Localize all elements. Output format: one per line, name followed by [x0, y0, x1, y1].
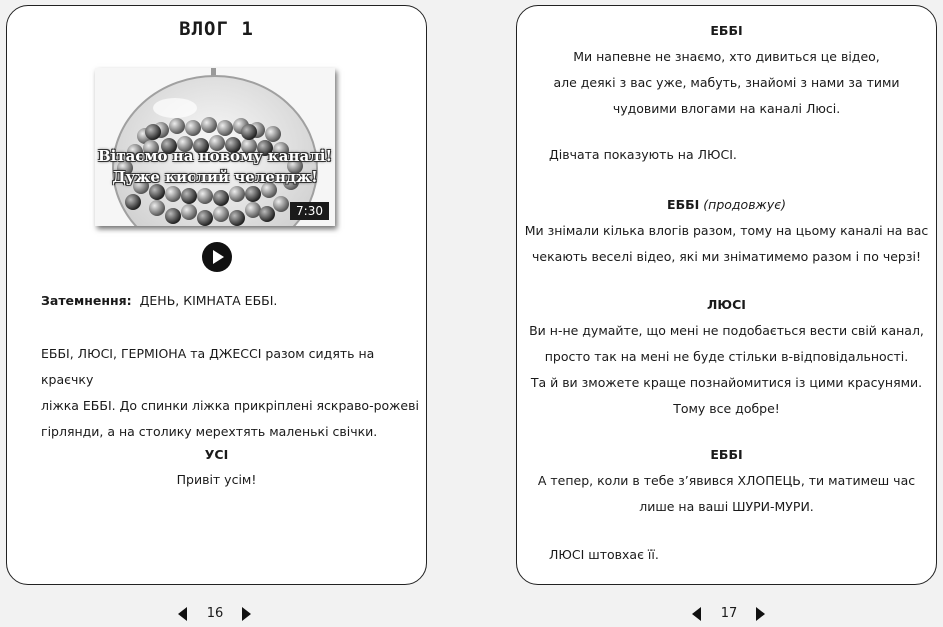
left-page-pager: [178, 604, 258, 626]
dialogue-line: Тому все добре!: [673, 401, 780, 416]
action-line: ЕББІ, ЛЮСІ, ГЕРМІОНА та ДЖЕССІ разом сидять на краєчку: [41, 346, 375, 387]
scene-heading: [41, 288, 411, 314]
thumbnail-caption-line2: Дуже кислий челендж!: [112, 168, 318, 186]
dialogue-line: Привіт усім!: [176, 472, 257, 487]
speaker-heading: [517, 192, 936, 218]
speaker-name: ЕББІ: [710, 23, 743, 38]
dialogue-block-2: [517, 192, 936, 270]
left-page: [6, 5, 427, 585]
dialogue-line: лише на ваші ШУРИ-МУРИ.: [639, 499, 814, 514]
video-duration: 7:30: [290, 202, 329, 220]
scene-label: Затемнення:: [41, 293, 132, 308]
speaker-note: (продовжує): [703, 197, 786, 212]
thumbnail-caption: [95, 146, 335, 188]
vlog-title: ВЛОГ 1: [179, 18, 254, 40]
speaker-name: ЕББІ: [710, 447, 743, 462]
next-page-arrow-icon[interactable]: [756, 607, 765, 621]
play-button-icon[interactable]: [202, 242, 232, 272]
right-page: [516, 5, 937, 585]
thumbnail-caption-line1: Вітаємо на новому каналі!: [97, 147, 333, 165]
speaker-name: ЛЮСІ: [707, 297, 746, 312]
dialogue-line: Ви н-не думайте, що мені не подобається вести свій канал,: [529, 323, 924, 338]
dialogue-line: Ми напевне не знаємо, хто дивиться це відео,: [573, 49, 880, 64]
dialogue-line: чудовими влогами на каналі Люсі.: [612, 101, 841, 116]
video-thumbnail[interactable]: [95, 68, 335, 226]
prev-page-arrow-icon[interactable]: [692, 607, 701, 621]
action-line: гірлянди, а на столику мерехтять маленькі свічки.: [41, 424, 378, 439]
speaker-name: ЕББІ: [667, 197, 700, 212]
page-number: 17: [720, 606, 738, 621]
dialogue-line: але деякі з вас уже, мабуть, знайомі з нами за тими: [553, 75, 900, 90]
speaker-name: УСІ: [204, 447, 229, 462]
dialogue-block-4: [517, 442, 936, 520]
dialogue-line: Та й ви зможете краще познайомитися із цими красунями.: [530, 375, 923, 390]
scene-text: ДЕНЬ, КІМНАТА ЕББІ.: [139, 293, 278, 308]
action-line: ліжка ЕББІ. До спинки ліжка прикріплені яскраво-рожеві: [41, 398, 419, 413]
dialogue-line: чекають веселі відео, які ми зніматимемо разом і по черзі!: [532, 249, 921, 264]
page-number: 16: [206, 606, 224, 621]
dialogue-block-1: [517, 18, 936, 122]
action-line: Дівчата показують на ЛЮСІ.: [549, 147, 737, 162]
dialogue-line: просто так на мені не буде стільки в-відповідальності.: [544, 349, 909, 364]
next-page-arrow-icon[interactable]: [242, 607, 251, 621]
dialogue-block-3: [517, 292, 936, 422]
right-page-pager: [692, 604, 772, 626]
action-paragraph: [41, 341, 421, 445]
action-line: ЛЮСІ штовхає її.: [549, 547, 659, 562]
dialogue-line: А тепер, коли в тебе з’явився ХЛОПЕЦЬ, ти матимеш час: [537, 473, 916, 488]
prev-page-arrow-icon[interactable]: [178, 607, 187, 621]
dialogue-line: Ми знімали кілька влогів разом, тому на цьому каналі на вас: [524, 223, 929, 238]
